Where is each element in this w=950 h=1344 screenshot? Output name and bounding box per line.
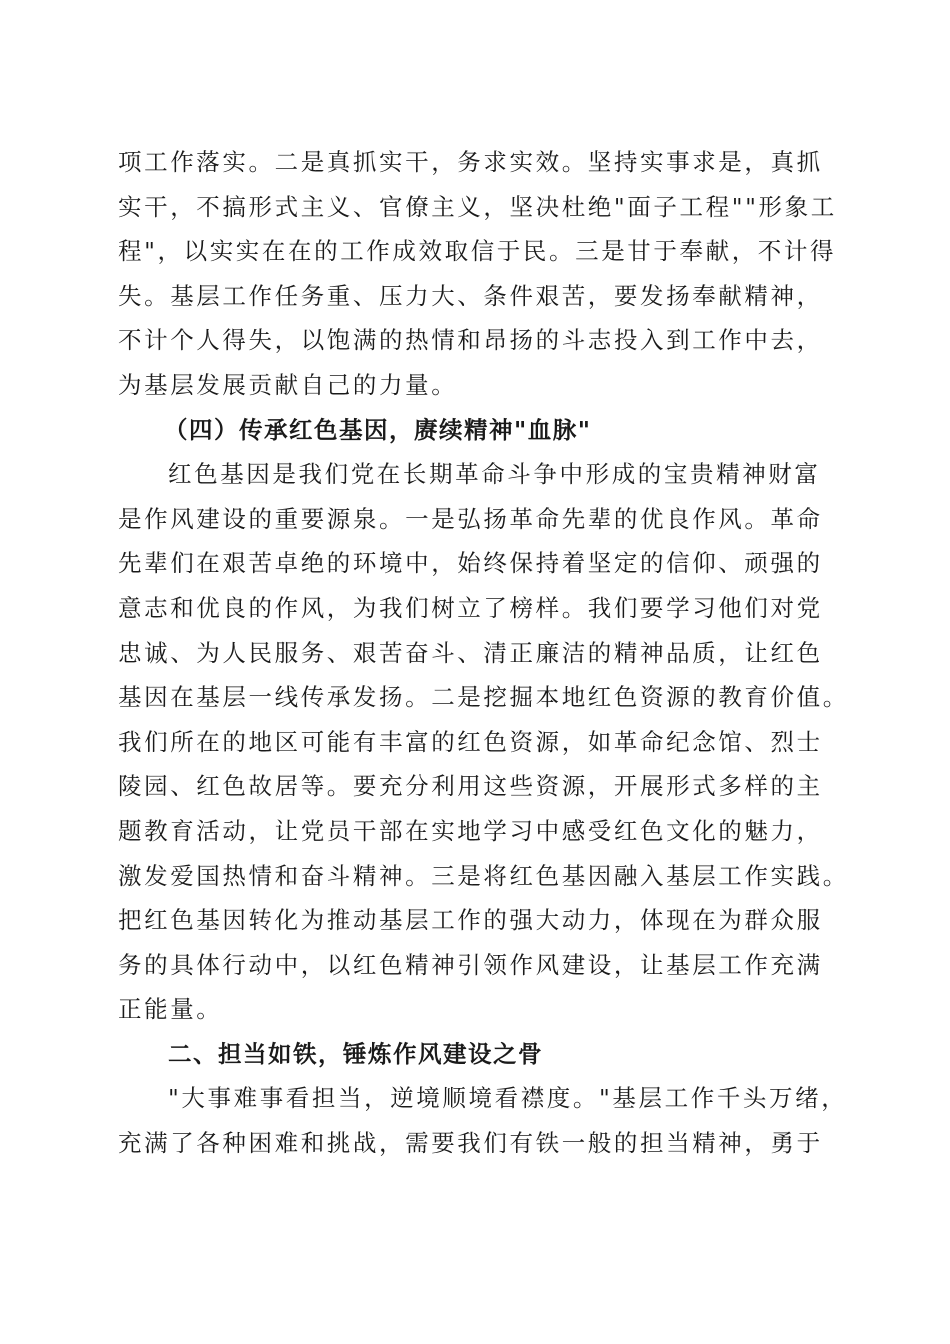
paragraph-line: 题教育活动，让党员干部在实地学习中感受红色文化的魅力， (118, 816, 823, 845)
section-heading: 二、担当如铁，锤炼作风建设之骨 (168, 1039, 543, 1068)
paragraph-line: 务的具体行动中，以红色精神引领作风建设，让基层工作充满 (118, 950, 823, 979)
paragraph-line: 忠诚、为人民服务、艰苦奋斗、清正廉洁的精神品质，让红色 (118, 638, 823, 667)
document-body (118, 140, 849, 1166)
paragraph-line: 实干，不搞形式主义、官僚主义，坚决杜绝"面子工程""形象工 (118, 192, 837, 221)
paragraph-line: 是作风建设的重要源泉。一是弘扬革命先辈的优良作风。革命 (118, 504, 823, 533)
paragraph-line: 红色基因是我们党在长期革命斗争中形成的宝贵精神财富 (168, 460, 821, 489)
paragraph-line: 程"，以实实在在的工作成效取信于民。三是甘于奉献，不计得 (118, 237, 837, 266)
paragraph-line: 我们所在的地区可能有丰富的红色资源，如革命纪念馆、烈士 (118, 727, 823, 756)
paragraph-line: 为基层发展贡献自己的力量。 (118, 370, 458, 399)
paragraph-line: 激发爱国热情和奋斗精神。三是将红色基因融入基层工作实践。 (118, 861, 849, 890)
paragraph-line: 陵园、红色故居等。要充分利用这些资源，开展形式多样的主 (118, 772, 823, 801)
section-subheading: （四）传承红色基因，赓续精神"血脉" (164, 415, 592, 444)
paragraph-line: 充满了各种困难和挑战，需要我们有铁一般的担当精神，勇于 (118, 1129, 823, 1158)
paragraph-line: 把红色基因转化为推动基层工作的强大动力，体现在为群众服 (118, 906, 823, 935)
paragraph-line: 不计个人得失，以饱满的热情和昂扬的斗志投入到工作中去， (118, 326, 823, 355)
paragraph-line: 正能量。 (118, 995, 223, 1024)
paragraph-line: 项工作落实。二是真抓实干，务求实效。坚持实事求是，真抓 (118, 148, 823, 176)
paragraph-line: "大事难事看担当，逆境顺境看襟度。"基层工作千头万绪， (168, 1084, 848, 1113)
paragraph-line: 意志和优良的作风，为我们树立了榜样。我们要学习他们对党 (118, 593, 823, 622)
paragraph-line: 先辈们在艰苦卓绝的环境中，始终保持着坚定的信仰、顽强的 (118, 549, 823, 578)
paragraph-line: 失。基层工作任务重、压力大、条件艰苦，要发扬奉献精神， (118, 281, 823, 310)
paragraph-line: 基因在基层一线传承发扬。二是挖掘本地红色资源的教育价值。 (118, 683, 849, 712)
